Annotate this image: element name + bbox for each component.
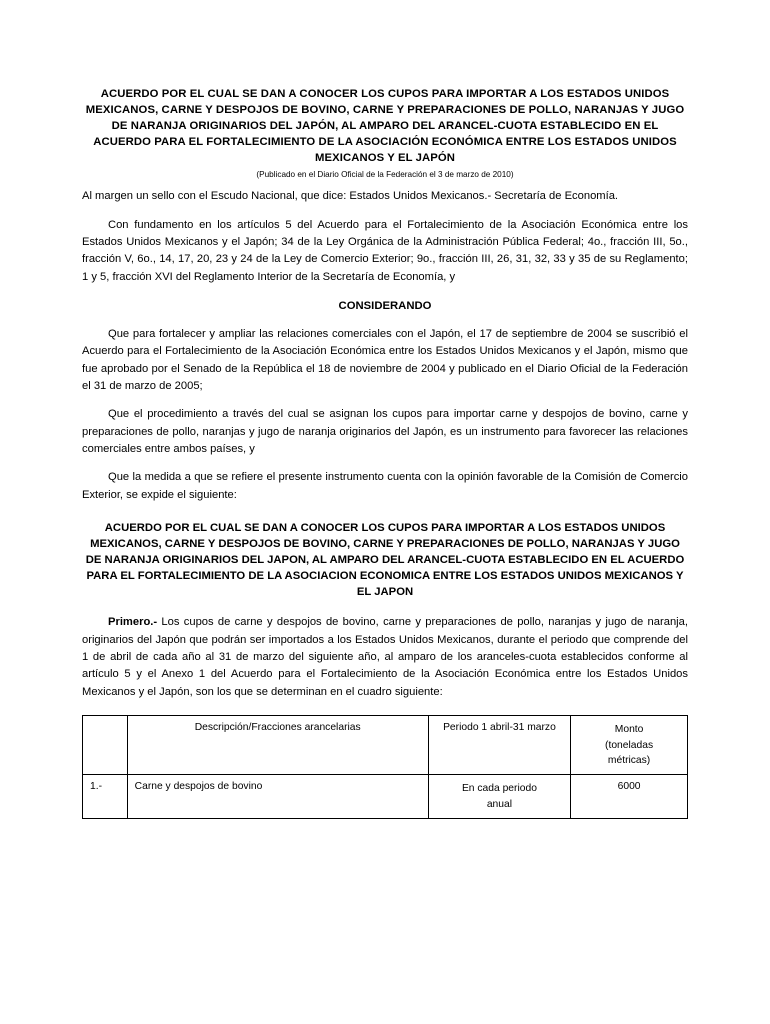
paragraph-considerando-3: Que la medida a que se refiere el presente instrumento cuenta con la opinión favorable de la Comisión de Comercio Exterior, se expide el siguiente: xyxy=(82,471,688,501)
document-subtitle: (Publicado en el Diario Oficial de la Federación el 3 de marzo de 2010) xyxy=(256,170,514,180)
cell-periodo xyxy=(428,775,570,819)
paragraph-considerando-2: Que el procedimiento a través del cual se asignan los cupos para importar carne y despojos de bovino, carne y preparaciones de pollo, naranjas y jugo de naranja originarios del Japón, es un instrumento para favorecer las relaciones comerciales entre ambos países, y xyxy=(82,408,688,456)
cell-monto: 6000 xyxy=(571,775,688,819)
header-monto-line3: métricas) xyxy=(607,755,651,767)
paragraph-margen: Al margen un sello con el Escudo Nacional, que dice: Estados Unidos Mexicanos.- Secretaría de Economía. xyxy=(82,190,619,203)
cell-periodo-line2: anual xyxy=(486,798,513,810)
header-periodo: Periodo 1 abril-31 marzo xyxy=(428,716,570,775)
cupos-table xyxy=(82,715,688,819)
cell-num: 1.- xyxy=(83,775,128,819)
header-monto xyxy=(571,716,688,775)
cell-descripcion: Carne y despojos de bovino xyxy=(127,775,428,819)
heading-considerando: CONSIDERANDO xyxy=(338,299,432,312)
acuerdo-title: ACUERDO POR EL CUAL SE DAN A CONOCER LOS CUPOS PARA IMPORTAR A LOS ESTADOS UNIDOS MEXICANOS, CARNE Y DESPOJOS DE BOVINO, CARNE Y PREPARACIONES DE POLLO, NARANJAS Y JUGO DE NARANJA ORIGINARIOS DEL JAPON, AL AMPARO DEL ARANCEL-CUOTA ESTABLECIDO EN EL ACUERDO PARA EL FORTALECIMIENTO DE LA ASOCIACION ECONOMICA ENTRE LOS ESTADOS UNIDOS MEXICANOS Y EL JAPON xyxy=(85,522,685,599)
table-header-row xyxy=(83,716,688,775)
primero-label: Primero.- xyxy=(108,616,158,629)
cell-periodo-line1: En cada periodo xyxy=(461,783,537,795)
table-row xyxy=(83,775,688,819)
paragraph-fundamento: Con fundamento en los artículos 5 del Acuerdo para el Fortalecimiento de la Asociación Económica entre los Estados Unidos Mexicanos y el Japón; 34 de la Ley Orgánica de la Administración Pública Federal; 4o., fracción III, 5o., fracción V, 6o., 14, 17, 20, 23 y 24 de la Ley de Comercio Exterior; 9o., fracción III, 26, 31, 32, 33 y 35 de su Reglamento; 1 y 5, fracción XVI del Reglamento Interior de la Secretaría de Economía, y xyxy=(82,218,688,283)
primero-text: Los cupos de carne y despojos de bovino, carne y preparaciones de pollo, naranjas y jugo de naranja, originarios del Japón que podrán ser importados a los Estados Unidos Mexicanos, durante el periodo que comprende del 1 de abril de cada año al 31 de marzo del siguiente año, al amparo de los aranceles-cuota establecidos conforme al artículo 5 y el Anexo 1 del Acuerdo para el Fortalecimiento de la Asociación Económica entre los Estados Unidos Mexicanos y el Japón, son los que se determinan en el cuadro siguiente: xyxy=(82,616,688,698)
header-num xyxy=(83,716,128,775)
paragraph-considerando-1: Que para fortalecer y ampliar las relaciones comerciales con el Japón, el 17 de septiembre de 2004 se suscribió el Acuerdo para el Fortalecimiento de la Asociación Económica entre los Estados Unidos Mexicanos y el Japón, mismo que fue aprobado por el Senado de la República el 18 de noviembre de 2004 y publicado en el Diario Oficial de la Federación el 31 de marzo de 2005; xyxy=(82,327,688,393)
header-monto-line1: Monto xyxy=(614,724,644,736)
header-monto-line2: (toneladas xyxy=(605,739,654,751)
document-title: ACUERDO POR EL CUAL SE DAN A CONOCER LOS CUPOS PARA IMPORTAR A LOS ESTADOS UNIDOS MEXICANOS, CARNE Y DESPOJOS DE BOVINO, CARNE Y PREPARACIONES DE POLLO, NARANJAS Y JUGO DE NARANJA ORIGINARIOS DEL JAPÓN, AL AMPARO DEL ARANCEL-CUOTA ESTABLECIDO EN EL ACUERDO PARA EL FORTALECIMIENTO DE LA ASOCIACIÓN ECONÓMICA ENTRE LOS ESTADOS UNIDOS MEXICANOS Y EL JAPÓN xyxy=(85,88,685,165)
header-descripcion: Descripción/Fracciones arancelarias xyxy=(127,716,428,775)
paragraph-primero xyxy=(82,614,688,701)
